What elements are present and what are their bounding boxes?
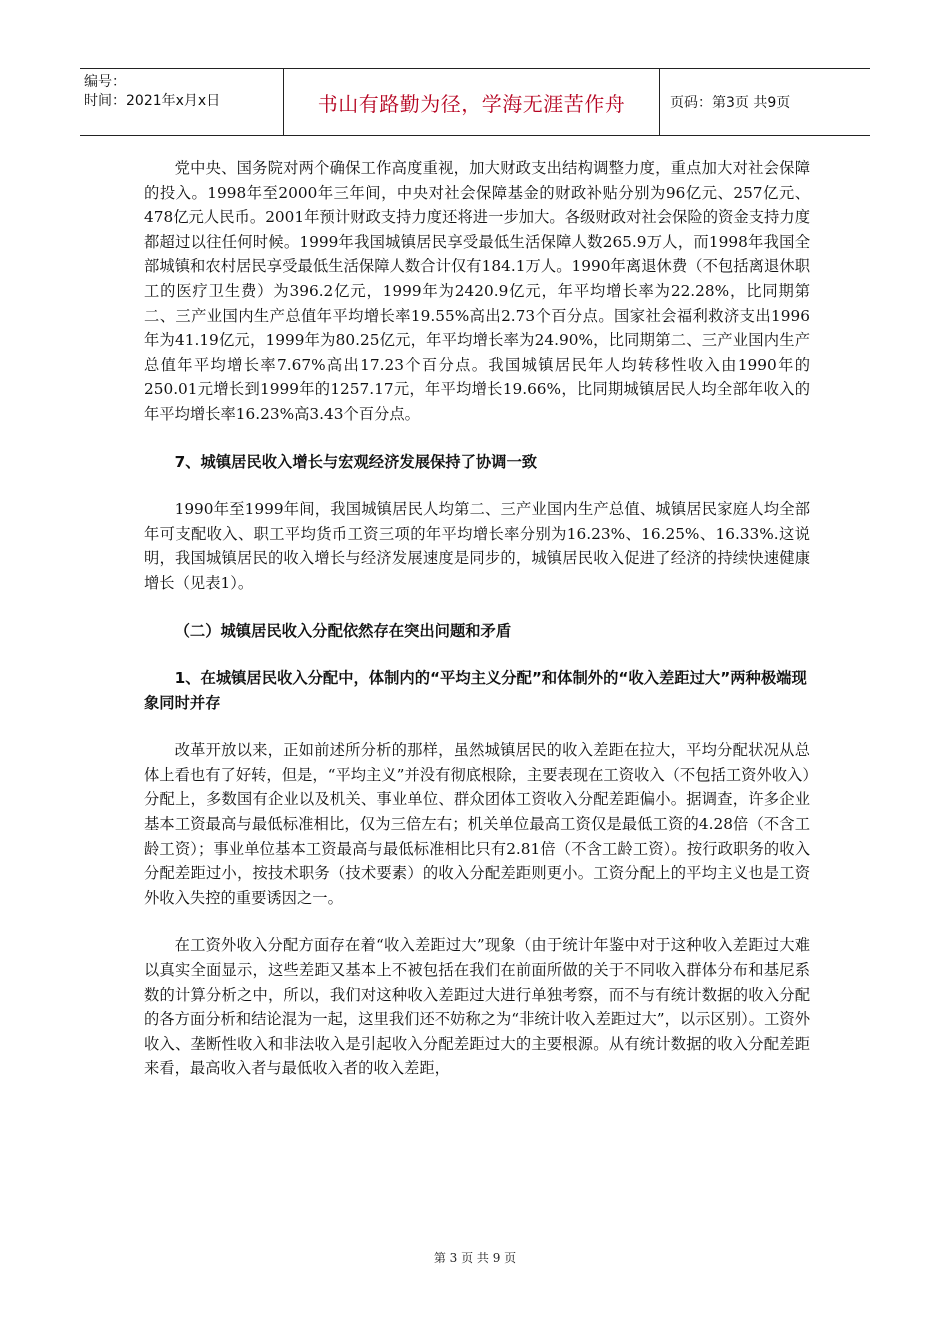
- header-page-info: [660, 69, 870, 135]
- document-body: [144, 152, 810, 1081]
- paragraph-income-gap: 在工资外收入分配方面存在着“收入差距过大”现象（由于统计年鉴中对于这种收入差距过大难以真实全面显示，这些差距又基本上不被包括在我们在前面所做的关于不同收入群体分布和基尼系数的计算分析之中，所以，我们对这种收入差距过大进行单独考察，而不与有统计数据的收入分配的各方面分析和结论混为一起，这里我们还不妨称之为“非统计收入差距过大”，以示区别）。工资外收入、垄断性收入和非法收入是引起收入分配差距过大的主要根源。从有统计数据的收入分配差距来看，最高收入者与最低收入者的收入差距，: [144, 936, 810, 1078]
- footer-page-number: 第 3 页 共 9 页: [433, 1251, 517, 1265]
- page-info-text: 页码：第3页 共9页: [670, 95, 791, 111]
- header-meta: [80, 69, 284, 135]
- header-motto-cell: [284, 69, 660, 135]
- page-footer: [0, 1249, 950, 1266]
- document-number-label: 编号：: [84, 74, 126, 90]
- heading-section-2: （二）城镇居民收入分配依然存在突出问题和矛盾: [174, 621, 512, 640]
- page-header: [80, 68, 870, 136]
- paragraph-social-security: 党中央、国务院对两个确保工作高度重视，加大财政支出结构调整力度，重点加大对社会保障的投入。1998年至2000年三年间，中央对社会保障基金的财政补贴分别为96亿元、257亿元、478亿元人民币。2001年预计财政支持力度还将进一步加大。各级财政对社会保险的资金支持力度都超过以往任何时候。1999年我国城镇居民享受最低生活保障人数265.9万人，而1998年我国全部城镇和农村居民享受最低生活保障人数合计仅有184.1万人。1990年离退休费（不包括离退休职工的医疗卫生费）为396.2亿元，1999年为2420.9亿元，年平均增长率为22.28%，比同期第二、三产业国内生产总值年平均增长率19.55%高出2.73个百分点。国家社会福利救济支出1996年为41.19亿元，1999年为80.25亿元，年平均增长率为24.90%，比同期第二、三产业国内生产总值年平均增长率7.67%高出17.23个百分点。我国城镇居民年人均转移性收入由1990年的250.01元增长到1999年的1257.17元，年平均增长19.66%，比同期城镇居民人均全部年收入的年平均增长率16.23%高3.43个百分点。: [144, 159, 810, 423]
- paragraph-egalitarianism: 改革开放以来，正如前述所分析的那样，虽然城镇居民的收入差距在拉大，平均分配状况从总体上看也有了好转，但是，“平均主义”并没有彻底根除，主要表现在工资收入（不包括工资外收入）分配上，多数国有企业以及机关、事业单位、群众团体工资收入分配差距偏小。据调查，许多企业基本工资最高与最低标准相比，仅为三倍左右；机关单位最高工资仅是最低工资的4.28倍（不含工龄工资）；事业单位基本工资最高与最低标准相比只有2.81倍（不含工龄工资）。按行政职务的收入分配差距过小，按技术职务（技术要素）的收入分配差距则更小。工资分配上的平均主义也是工资外收入失控的重要诱因之一。: [144, 741, 810, 907]
- paragraph-income-growth: 1990年至1999年间，我国城镇居民人均第二、三产业国内生产总值、城镇居民家庭人均全部年可支配收入、职工平均货币工资三项的年平均增长率分别为16.23%、16.25%、16.33%.这说明，我国城镇居民的收入增长与经济发展速度是同步的，城镇居民收入促进了经济的持续快速健康增长（见表1）。: [144, 500, 810, 592]
- header-motto: 书山有路勤为径，学海无涯苦作舟: [317, 91, 626, 116]
- heading-income-growth: 7、城镇居民收入增长与宏观经济发展保持了协调一致: [174, 452, 538, 471]
- heading-dual-extremes: 1、在城镇居民收入分配中，体制内的“平均主义分配”和体制外的“收入差距过大”两种极端现象同时并存: [144, 669, 807, 712]
- document-date: 时间：2021年x月x日: [84, 93, 221, 109]
